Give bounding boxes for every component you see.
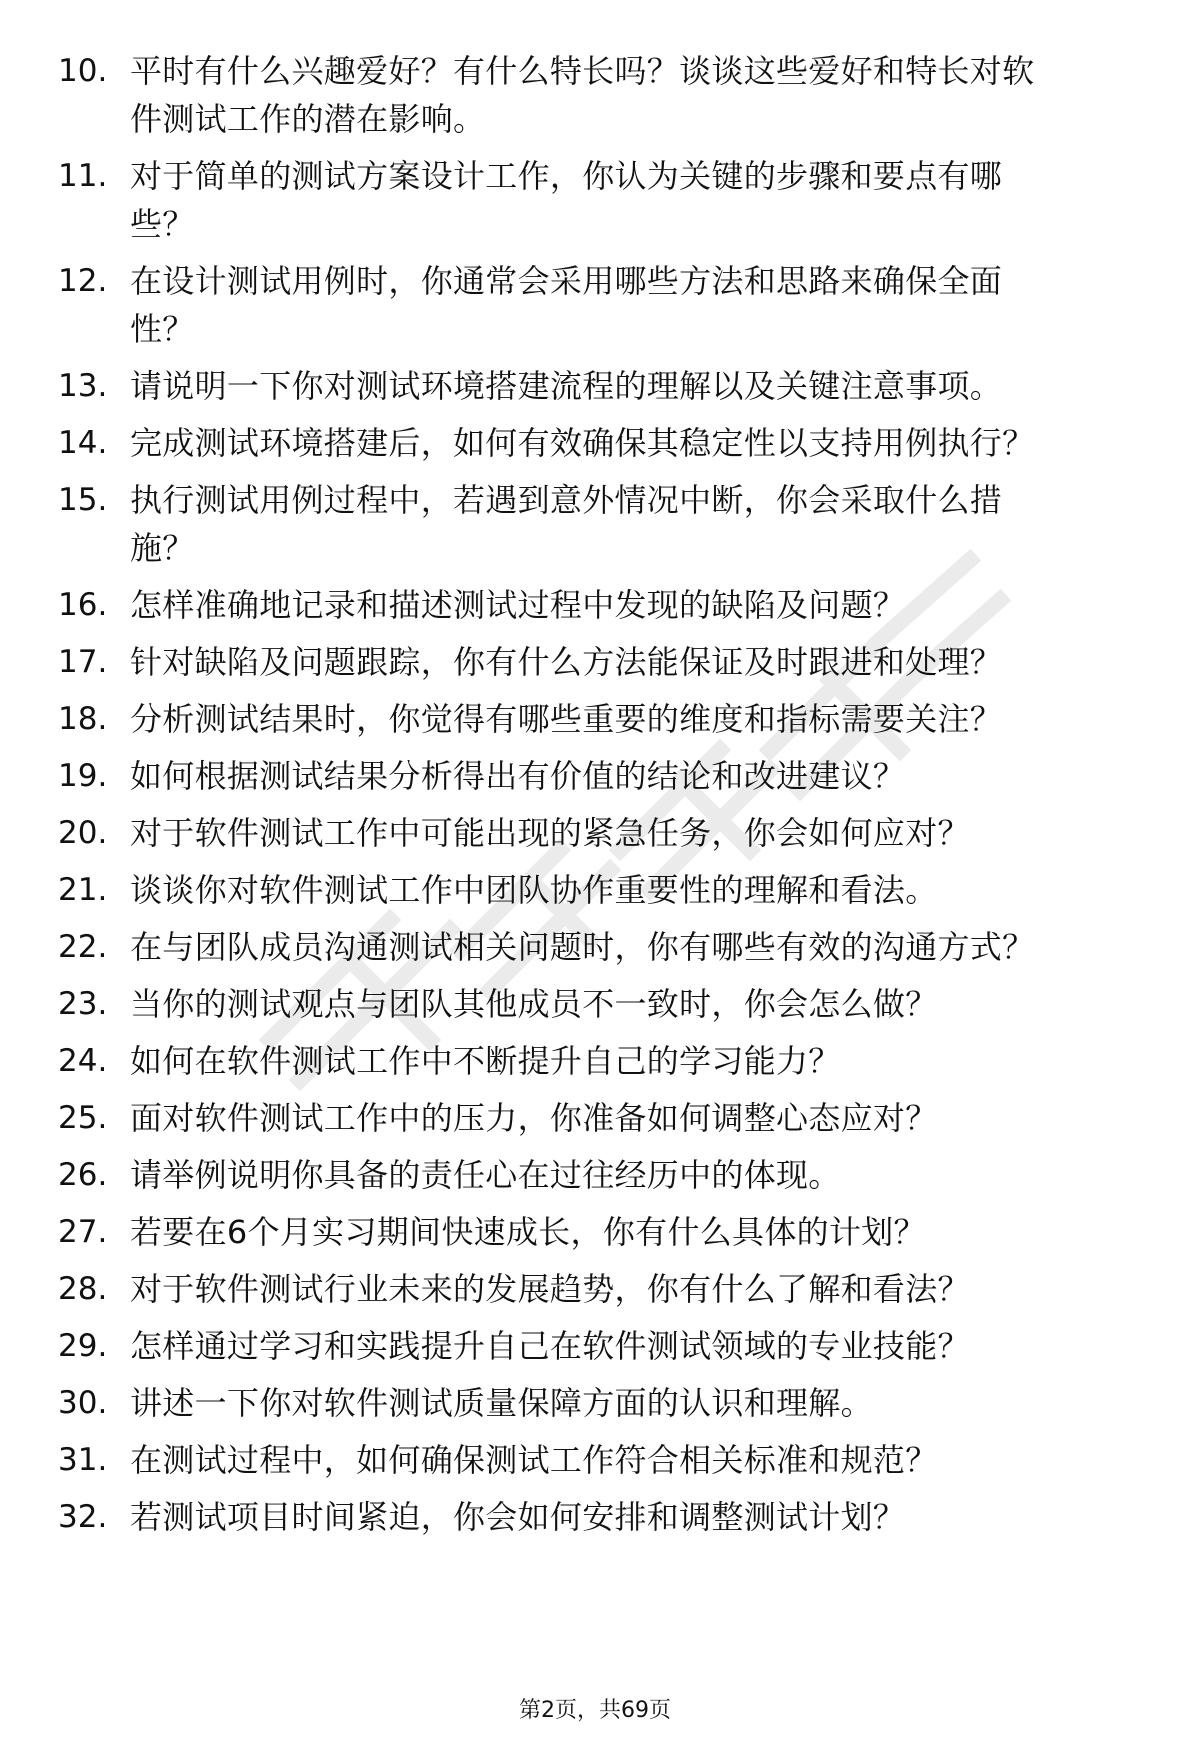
question-number: 32. bbox=[58, 1499, 108, 1535]
question-text bbox=[130, 1094, 1150, 1142]
question-number: 20. bbox=[58, 815, 108, 851]
question-text-line: 针对缺陷及问题跟踪，你有什么方法能保证及时跟进和处理？ bbox=[130, 643, 1003, 681]
question-text-line: 如何根据测试结果分析得出有价值的结论和改进建议？ bbox=[130, 757, 906, 795]
question-text-line: 若要在6个月实习期间快速成长，你有什么具体的计划？ bbox=[130, 1213, 926, 1251]
question-text bbox=[130, 695, 1150, 743]
question-text-line: 对于简单的测试方案设计工作，你认为关键的步骤和要点有哪 bbox=[130, 157, 1003, 195]
question-text-line: 在设计测试用例时，你通常会采用哪些方法和思路来确保全面 bbox=[130, 262, 1003, 300]
question-text bbox=[130, 47, 1150, 143]
question-text-line: 些？ bbox=[130, 205, 195, 243]
question-text-line: 性？ bbox=[130, 310, 195, 348]
question-number: 12. bbox=[58, 263, 108, 299]
question-text-line: 对于软件测试工作中可能出现的紧急任务，你会如何应对？ bbox=[130, 814, 970, 852]
question-number: 15. bbox=[58, 482, 108, 518]
question-text-line: 如何在软件测试工作中不断提升自己的学习能力？ bbox=[130, 1042, 841, 1080]
question-number: 30. bbox=[58, 1385, 108, 1421]
page-number-label: 第2页，共69页 bbox=[519, 1698, 671, 1723]
question-number: 27. bbox=[58, 1214, 108, 1250]
question-text-line: 件测试工作的潜在影响。 bbox=[130, 100, 486, 138]
question-number: 23. bbox=[58, 986, 108, 1022]
question-text-line: 若测试项目时间紧迫，你会如何安排和调整测试计划？ bbox=[130, 1498, 906, 1536]
question-text bbox=[130, 476, 1150, 572]
question-text bbox=[130, 1379, 1150, 1427]
question-text bbox=[130, 1493, 1150, 1541]
question-text-line: 怎样准确地记录和描述测试过程中发现的缺陷及问题？ bbox=[130, 586, 906, 624]
question-text-line: 完成测试环境搭建后，如何有效确保其稳定性以支持用例执行？ bbox=[130, 424, 1035, 462]
question-text bbox=[130, 257, 1150, 353]
question-text bbox=[130, 980, 1150, 1028]
question-text-line: 分析测试结果时，你觉得有哪些重要的维度和指标需要关注？ bbox=[130, 700, 1003, 738]
question-number: 11. bbox=[58, 158, 108, 194]
question-number: 10. bbox=[58, 53, 108, 89]
question-text-line: 怎样通过学习和实践提升自己在软件测试领域的专业技能？ bbox=[130, 1327, 970, 1365]
question-text-line: 平时有什么兴趣爱好？有什么特长吗？谈谈这些爱好和特长对软 bbox=[130, 52, 1035, 90]
question-number: 28. bbox=[58, 1271, 108, 1307]
question-text-line: 施？ bbox=[130, 529, 195, 567]
question-text bbox=[130, 1265, 1150, 1313]
question-number: 13. bbox=[58, 368, 108, 404]
question-number: 19. bbox=[58, 758, 108, 794]
question-text bbox=[130, 923, 1150, 971]
question-text-line: 谈谈你对软件测试工作中团队协作重要性的理解和看法。 bbox=[130, 871, 938, 909]
question-text-line: 执行测试用例过程中，若遇到意外情况中断，你会采取什么措 bbox=[130, 481, 1003, 519]
question-text bbox=[130, 1208, 1150, 1256]
question-number: 21. bbox=[58, 872, 108, 908]
question-text-line: 请说明一下你对测试环境搭建流程的理解以及关键注意事项。 bbox=[130, 367, 1003, 405]
question-number: 31. bbox=[58, 1442, 108, 1478]
question-text-line: 当你的测试观点与团队其他成员不一致时，你会怎么做？ bbox=[130, 985, 938, 1023]
question-text bbox=[130, 809, 1150, 857]
question-text-line: 请举例说明你具备的责任心在过往经历中的体现。 bbox=[130, 1156, 841, 1194]
question-text bbox=[130, 581, 1150, 629]
question-text bbox=[130, 866, 1150, 914]
question-text bbox=[130, 1037, 1150, 1085]
question-text bbox=[130, 152, 1150, 248]
question-text-line: 面对软件测试工作中的压力，你准备如何调整心态应对？ bbox=[130, 1099, 938, 1137]
question-text bbox=[130, 638, 1150, 686]
question-number: 18. bbox=[58, 701, 108, 737]
question-number: 14. bbox=[58, 425, 108, 461]
question-text bbox=[130, 1151, 1150, 1199]
question-text bbox=[130, 362, 1150, 410]
question-text-line: 对于软件测试行业未来的发展趋势，你有什么了解和看法？ bbox=[130, 1270, 970, 1308]
question-text bbox=[130, 419, 1150, 467]
question-number: 29. bbox=[58, 1328, 108, 1364]
question-number: 22. bbox=[58, 929, 108, 965]
question-number: 25. bbox=[58, 1100, 108, 1136]
question-number: 26. bbox=[58, 1157, 108, 1193]
question-text-line: 在测试过程中，如何确保测试工作符合相关标准和规范？ bbox=[130, 1441, 938, 1479]
question-number: 24. bbox=[58, 1043, 108, 1079]
question-text bbox=[130, 1436, 1150, 1484]
question-text bbox=[130, 1322, 1150, 1370]
question-text-line: 在与团队成员沟通测试相关问题时，你有哪些有效的沟通方式？ bbox=[130, 928, 1035, 966]
question-text bbox=[130, 752, 1150, 800]
question-number: 17. bbox=[58, 644, 108, 680]
question-text-line: 讲述一下你对软件测试质量保障方面的认识和理解。 bbox=[130, 1384, 873, 1422]
question-number: 16. bbox=[58, 587, 108, 623]
page-footer bbox=[0, 1694, 1190, 1728]
